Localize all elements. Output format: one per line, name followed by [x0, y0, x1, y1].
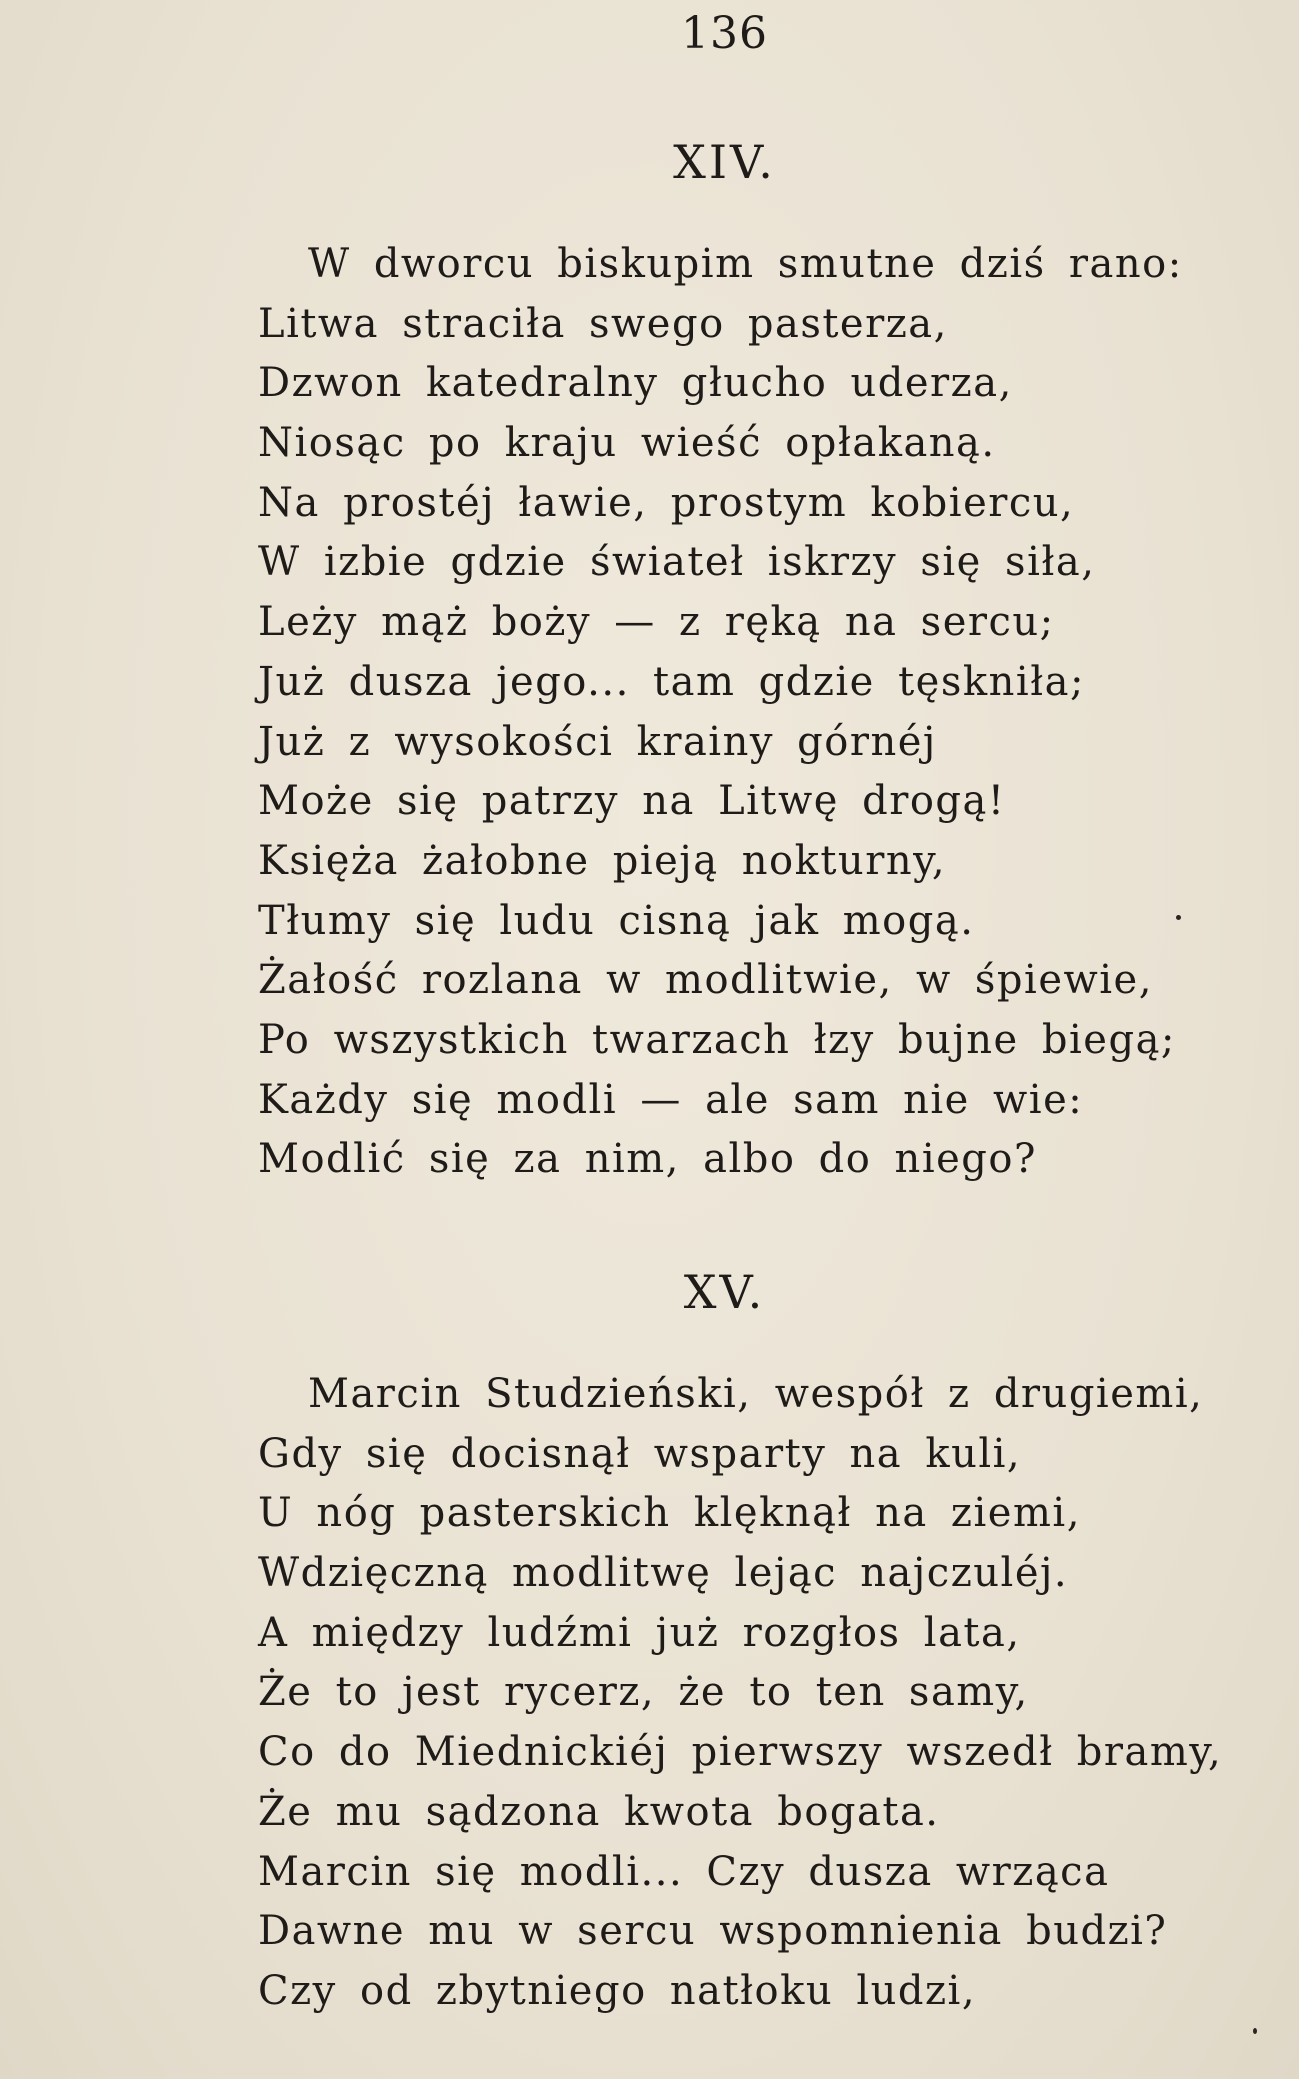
verse-line: Tłumy się ludu cisną jak mogą. [258, 897, 975, 944]
verse-line: Modlić się za nim, albo do niego? [258, 1136, 1037, 1183]
stanza-xiv [258, 235, 1258, 1190]
verse-line: Marcin się modli... Czy dusza wrząca [258, 1848, 1110, 1895]
verse-line: Marcin Studzieński, wespół z drugiemi, [308, 1371, 1204, 1417]
verse-line: U nóg pasterskich klęknął na ziemi, [258, 1490, 1081, 1537]
verse-line: Czy od zbytniego natłoku ludzi, [258, 1967, 977, 2014]
verse-line: Może się patrzy na Litwę drogą! [258, 778, 1006, 825]
page-number: 136 [681, 8, 768, 59]
verse-line: Leży mąż boży — z ręką na sercu; [258, 599, 1055, 646]
section-heading-xiv: XIV. [673, 135, 776, 189]
verse-line: Księża żałobne pieją nokturny, [258, 837, 947, 884]
verse-line: Niosąc po kraju wieść opłakaną. [258, 420, 996, 467]
verse-line: Każdy się modli — ale sam nie wie: [258, 1076, 1084, 1123]
verse-line: Dawne mu w sercu wspomnienia budzi? [258, 1908, 1168, 1955]
verse-line: Litwa straciła swego pasterza, [258, 300, 948, 347]
verse-line: W izbie gdzie świateł iskrzy się siła, [258, 539, 1096, 586]
verse-line: Że mu sądzona kwota bogata. [258, 1788, 940, 1835]
verse-line: Że to jest rycerz, że to ten samy, [258, 1669, 1029, 1716]
verse-line: Po wszystkich twarzach łzy bujne biegą; [258, 1016, 1176, 1063]
verse-line: Gdy się docisnął wsparty na kuli, [258, 1430, 1022, 1477]
stanza-xv [258, 1365, 1258, 2022]
verse-line: A między ludźmi już rozgłos lata, [258, 1609, 1021, 1656]
ink-speck [1253, 2028, 1257, 2034]
section-heading-xv: XV. [683, 1265, 766, 1319]
verse-line: Już dusza jego... tam gdzie tęskniła; [258, 658, 1085, 705]
verse-line: Dzwon katedralny głucho uderza, [258, 360, 1013, 407]
verse-line: Już z wysokości krainy górnéj [258, 718, 937, 765]
verse-line: Żałość rozlana w modlitwie, w śpiewie, [258, 957, 1153, 1004]
verse-line: Co do Miednickiéj pierwszy wszedł bramy, [258, 1729, 1223, 1776]
verse-line: Wdzięczną modlitwę lejąc najczuléj. [258, 1550, 1069, 1597]
ink-speck [1176, 915, 1181, 920]
verse-line: Na prostéj ławie, prostym kobiercu, [258, 479, 1075, 526]
verse-line: W dworcu biskupim smutne dziś rano: [308, 241, 1183, 287]
